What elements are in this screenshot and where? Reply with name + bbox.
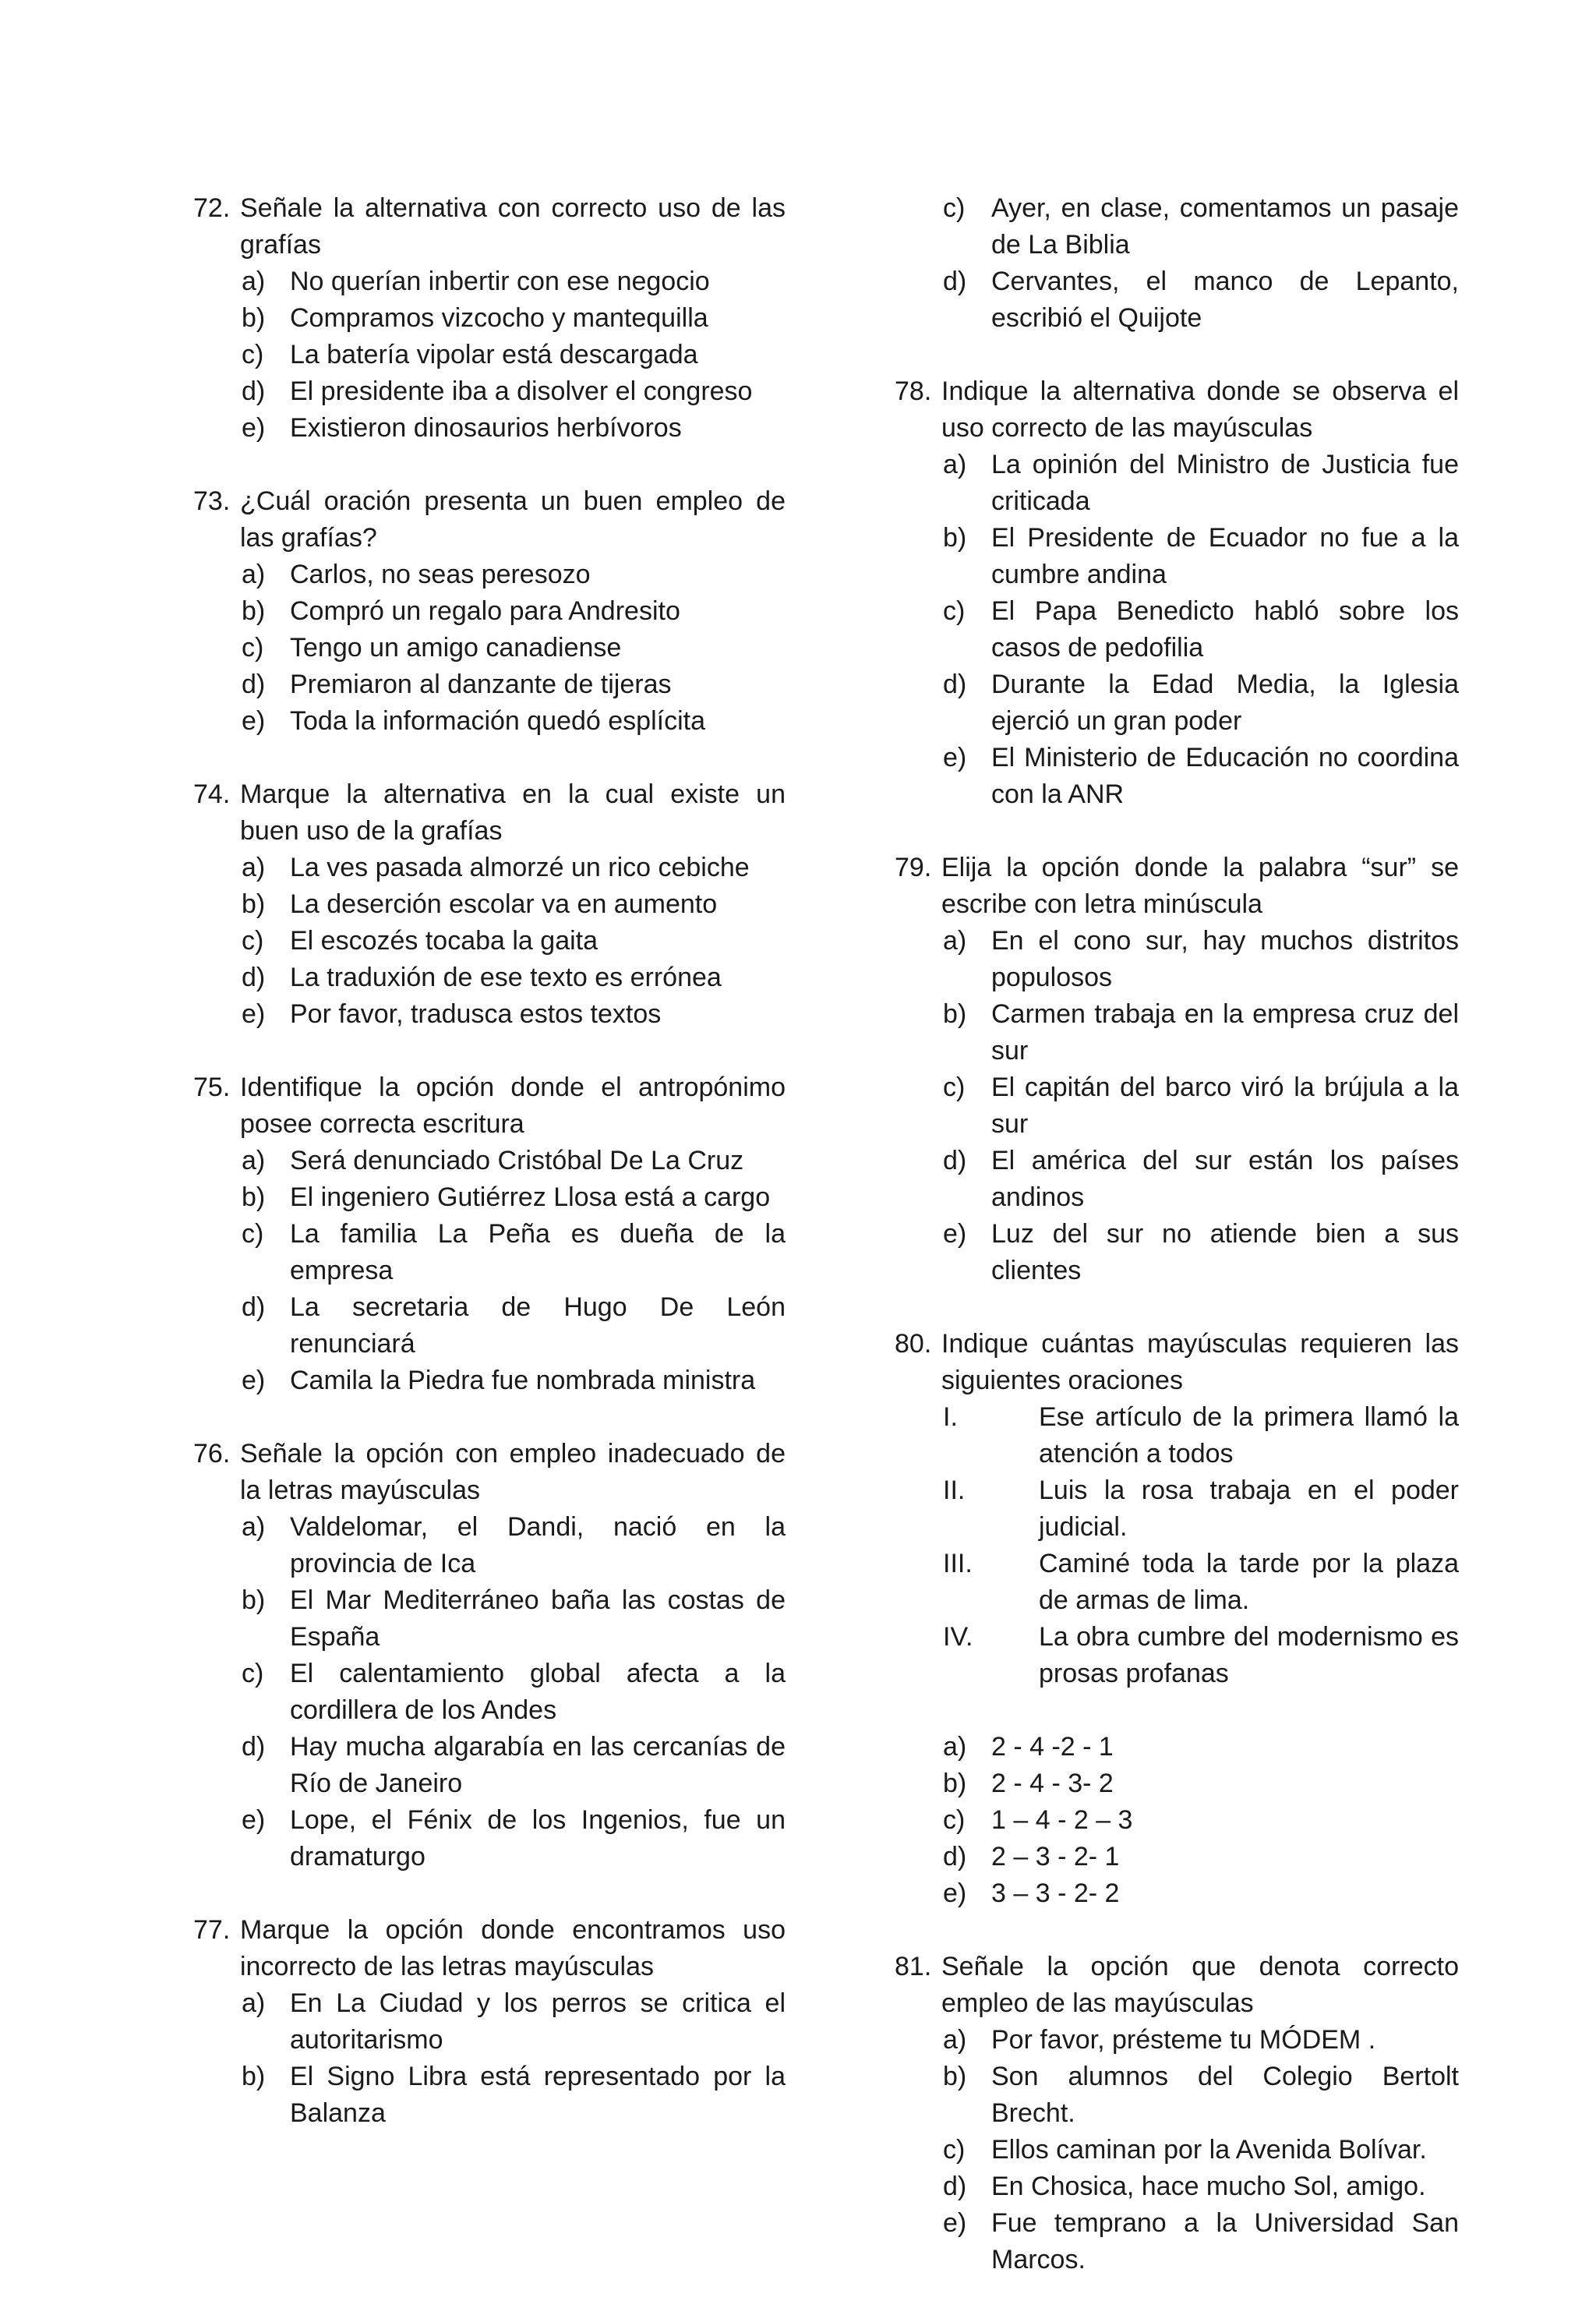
answer-option xyxy=(895,1839,1459,1875)
option-letter: a) xyxy=(943,2025,967,2055)
answer-option xyxy=(895,996,1459,1069)
option-letter: e) xyxy=(242,999,266,1029)
answer-option xyxy=(193,1729,786,1802)
option-letter: a) xyxy=(943,450,967,479)
option-text: La opinión del Ministro de Justicia fue criticada xyxy=(991,450,1459,516)
answer-option xyxy=(895,190,1459,263)
option-letter: b) xyxy=(943,2062,967,2091)
option-text: Por favor, présteme tu MÓDEM . xyxy=(991,2025,1376,2055)
option-letter: e) xyxy=(943,1219,967,1249)
option-letter: d) xyxy=(943,1842,967,1871)
option-letter: d) xyxy=(943,1146,967,1175)
option-letter: c) xyxy=(943,1073,966,1102)
option-text: El Mar Mediterráneo baña las costas de España xyxy=(290,1585,786,1652)
answer-option xyxy=(895,1875,1459,1912)
question-number: 75. xyxy=(193,1073,231,1102)
spacer xyxy=(895,1692,1459,1729)
question-header xyxy=(193,1069,786,1143)
question-stem: ¿Cuál oración presenta un buen empleo de las grafías? xyxy=(240,486,786,553)
option-text: El Papa Benedicto habló sobre los casos de pedofilia xyxy=(991,596,1459,663)
question-75 xyxy=(193,1069,786,1399)
question-header xyxy=(895,850,1459,923)
option-text: Fue temprano a la Universidad San Marcos. xyxy=(991,2208,1459,2274)
option-text: El Signo Libra está representado por la Balanza xyxy=(290,2062,786,2128)
option-letter: c) xyxy=(242,926,264,956)
sentence-text: Caminé toda la tarde por la plaza de armas de lima. xyxy=(1039,1549,1459,1615)
answer-option xyxy=(193,263,786,300)
question-80 xyxy=(895,1326,1459,1912)
answer-option xyxy=(193,630,786,666)
option-letter: d) xyxy=(242,376,266,406)
question-header xyxy=(193,190,786,263)
answer-option xyxy=(193,593,786,630)
option-text: El calentamiento global afecta a la cordillera de los Andes xyxy=(290,1659,786,1725)
answer-option xyxy=(193,1985,786,2059)
question-number: 80. xyxy=(895,1329,932,1359)
option-text: 3 – 3 - 2- 2 xyxy=(991,1879,1120,1908)
answer-option xyxy=(895,1069,1459,1143)
option-text: La secretaria de Hugo De León renunciará xyxy=(290,1292,786,1359)
option-letter: b) xyxy=(943,1769,967,1798)
answer-option xyxy=(193,1216,786,1289)
question-number: 78. xyxy=(895,376,932,406)
answer-option xyxy=(895,2205,1459,2278)
roman-numeral: II. xyxy=(943,1476,966,1505)
question-stem: Indique la alternativa donde se observa el uso correcto de las mayúsculas xyxy=(941,376,1459,443)
option-text: Compró un regalo para Andresito xyxy=(290,596,680,626)
answer-option xyxy=(895,2168,1459,2205)
answer-option xyxy=(895,923,1459,996)
question-header xyxy=(193,776,786,850)
question-76 xyxy=(193,1436,786,1875)
option-letter: e) xyxy=(943,2208,967,2238)
option-letter: e) xyxy=(943,1879,967,1908)
question-number: 73. xyxy=(193,486,231,516)
option-text: Cervantes, el manco de Lepanto, escribió el Quijote xyxy=(991,267,1459,333)
question-77 xyxy=(193,1912,786,2132)
option-text: 2 – 3 - 2- 1 xyxy=(991,1842,1120,1871)
option-letter: b) xyxy=(943,523,967,553)
option-text: 2 - 4 -2 - 1 xyxy=(991,1732,1114,1762)
option-letter: e) xyxy=(242,1805,266,1835)
option-letter: a) xyxy=(242,1146,266,1175)
question-stem: Elija la opción donde la palabra “sur” se escribe con letra minúscula xyxy=(941,853,1459,919)
option-text: Premiaron al danzante de tijeras xyxy=(290,670,672,699)
answer-option xyxy=(895,740,1459,813)
answer-option xyxy=(193,703,786,740)
option-text: Existieron dinosaurios herbívoros xyxy=(290,413,682,443)
option-text: En La Ciudad y los perros se critica el autoritarismo xyxy=(290,1988,786,2055)
answer-option xyxy=(193,1802,786,1875)
option-text: No querían inbertir con ese negocio xyxy=(290,267,710,296)
answer-option xyxy=(193,886,786,923)
answer-option xyxy=(895,666,1459,740)
question-stem: Marque la opción donde encontramos uso incorrecto de las letras mayúsculas xyxy=(240,1915,786,1981)
option-letter: d) xyxy=(242,1292,266,1322)
question-73 xyxy=(193,483,786,740)
option-text: El presidente iba a disolver el congreso xyxy=(290,376,753,406)
option-text: Carlos, no seas peresozo xyxy=(290,560,591,589)
option-text: La batería vipolar está descargada xyxy=(290,340,698,369)
answer-option xyxy=(895,1729,1459,1765)
option-letter: d) xyxy=(943,670,967,699)
answer-option xyxy=(895,1143,1459,1216)
answer-option xyxy=(895,2059,1459,2132)
option-text: En el cono sur, hay muchos distritos populosos xyxy=(991,926,1459,992)
option-text: En Chosica, hace mucho Sol, amigo. xyxy=(991,2172,1426,2201)
option-letter: c) xyxy=(943,596,966,626)
answer-option xyxy=(193,1143,786,1179)
option-text: La ves pasada almorzé un rico cebiche xyxy=(290,853,750,882)
question-81 xyxy=(895,1949,1459,2278)
option-letter: b) xyxy=(943,999,967,1029)
question-stem: Señale la opción que denota correcto empleo de las mayúsculas xyxy=(941,1952,1459,2018)
option-letter: d) xyxy=(943,2172,967,2201)
option-text: Luz del sur no atiende bien a sus clientes xyxy=(991,1219,1459,1285)
question-stem: Marque la alternativa en la cual existe un buen uso de la grafías xyxy=(240,779,786,846)
option-text: Compramos vizcocho y mantequilla xyxy=(290,303,708,333)
option-text: El Ministerio de Educación no coordina con la ANR xyxy=(991,743,1459,809)
question-number: 79. xyxy=(895,853,932,882)
option-letter: d) xyxy=(242,1732,266,1762)
answer-option xyxy=(193,373,786,410)
option-letter: a) xyxy=(242,560,266,589)
answer-option xyxy=(895,447,1459,520)
left-column xyxy=(193,190,786,2168)
option-text: El américa del sur están los países andinos xyxy=(991,1146,1459,1212)
option-letter: e) xyxy=(242,706,266,736)
question-header xyxy=(193,483,786,557)
answer-option xyxy=(193,2059,786,2132)
question-number: 81. xyxy=(895,1952,932,1981)
option-text: 1 – 4 - 2 – 3 xyxy=(991,1805,1133,1835)
option-text: El Presidente de Ecuador no fue a la cumbre andina xyxy=(991,523,1459,589)
answer-option xyxy=(193,1656,786,1729)
answer-option xyxy=(895,593,1459,666)
option-letter: a) xyxy=(242,1988,266,2018)
question-stem: Identifique la opción donde el antropónimo posee correcta escritura xyxy=(240,1073,786,1139)
answer-option xyxy=(193,923,786,960)
question-stem: Señale la alternativa con correcto uso de las grafías xyxy=(240,193,786,260)
option-letter: b) xyxy=(242,1585,266,1615)
sentence-item xyxy=(895,1546,1459,1619)
option-letter: a) xyxy=(242,267,266,296)
option-letter: a) xyxy=(943,1732,967,1762)
question-header xyxy=(895,1949,1459,2022)
question-header xyxy=(895,373,1459,447)
question-header xyxy=(193,1912,786,1985)
answer-option xyxy=(193,1582,786,1656)
answer-option xyxy=(193,1179,786,1216)
option-letter: a) xyxy=(943,926,967,956)
option-text: Hay mucha algarabía en las cercanías de Río de Janeiro xyxy=(290,1732,786,1798)
option-text: Durante la Edad Media, la Iglesia ejerció un gran poder xyxy=(991,670,1459,736)
option-text: La traduxión de ese texto es errónea xyxy=(290,963,722,992)
option-letter: c) xyxy=(943,2135,966,2165)
answer-option xyxy=(895,1802,1459,1839)
option-letter: c) xyxy=(242,340,264,369)
option-letter: b) xyxy=(242,596,266,626)
question-72 xyxy=(193,190,786,447)
sentence-text: La obra cumbre del modernismo es prosas profanas xyxy=(1039,1622,1459,1688)
answer-option xyxy=(193,666,786,703)
answer-option xyxy=(895,1216,1459,1289)
question-79 xyxy=(895,850,1459,1289)
answer-option xyxy=(193,996,786,1033)
question-number: 72. xyxy=(193,193,231,223)
option-text: Por favor, tradusca estos textos xyxy=(290,999,662,1029)
question-77-continued xyxy=(895,190,1459,337)
question-header xyxy=(895,1326,1459,1399)
option-text: La familia La Peña es dueña de la empresa xyxy=(290,1219,786,1285)
option-letter: b) xyxy=(242,889,266,919)
sentence-item xyxy=(895,1472,1459,1546)
answer-option xyxy=(895,520,1459,593)
option-text: Camila la Piedra fue nombrada ministra xyxy=(290,1366,756,1395)
answer-option xyxy=(193,337,786,373)
sentence-item xyxy=(895,1619,1459,1692)
option-letter: c) xyxy=(943,193,966,223)
option-text: 2 - 4 - 3- 2 xyxy=(991,1769,1114,1798)
answer-option xyxy=(895,263,1459,337)
option-letter: c) xyxy=(943,1805,966,1835)
option-text: La deserción escolar va en aumento xyxy=(290,889,718,919)
right-column xyxy=(895,190,1459,2315)
option-text: Ayer, en clase, comentamos un pasaje de La Biblia xyxy=(991,193,1459,260)
answer-option xyxy=(193,410,786,447)
option-text: El capitán del barco viró la brújula a la sur xyxy=(991,1073,1459,1139)
answer-option xyxy=(193,1362,786,1399)
question-number: 76. xyxy=(193,1439,231,1469)
question-number: 77. xyxy=(193,1915,231,1945)
option-text: El escozés tocaba la gaita xyxy=(290,926,598,956)
option-text: Toda la información quedó esplícita xyxy=(290,706,705,736)
option-letter: d) xyxy=(242,963,266,992)
answer-option xyxy=(193,1509,786,1582)
option-letter: c) xyxy=(242,633,264,663)
option-letter: a) xyxy=(242,1512,266,1542)
answer-option xyxy=(193,850,786,886)
option-letter: b) xyxy=(242,1182,266,1212)
option-letter: d) xyxy=(242,670,266,699)
question-header xyxy=(193,1436,786,1509)
option-letter: a) xyxy=(242,853,266,882)
option-letter: c) xyxy=(242,1219,264,1249)
option-text: Tengo un amigo canadiense xyxy=(290,633,622,663)
roman-numeral: I. xyxy=(943,1402,958,1432)
option-text: Carmen trabaja en la empresa cruz del sur xyxy=(991,999,1459,1066)
sentence-text: Ese artículo de la primera llamó la atención a todos xyxy=(1039,1402,1459,1469)
option-letter: e) xyxy=(242,1366,266,1395)
option-text: Lope, el Fénix de los Ingenios, fue un dramaturgo xyxy=(290,1805,786,1871)
option-letter: c) xyxy=(242,1659,264,1688)
option-text: Son alumnos del Colegio Bertolt Brecht. xyxy=(991,2062,1459,2128)
question-74 xyxy=(193,776,786,1033)
sentence-item xyxy=(895,1399,1459,1472)
answer-option xyxy=(895,1765,1459,1802)
option-text: Valdelomar, el Dandi, nació en la provincia de Ica xyxy=(290,1512,786,1578)
answer-option xyxy=(895,2022,1459,2059)
option-text: Ellos caminan por la Avenida Bolívar. xyxy=(991,2135,1427,2165)
question-stem: Indique cuántas mayúsculas requieren las siguientes oraciones xyxy=(941,1329,1459,1395)
question-78 xyxy=(895,373,1459,813)
option-letter: d) xyxy=(943,267,967,296)
roman-numeral: III. xyxy=(943,1549,973,1578)
option-letter: e) xyxy=(943,743,967,772)
roman-numeral: IV. xyxy=(943,1622,973,1652)
option-letter: b) xyxy=(242,2062,266,2091)
answer-option xyxy=(193,557,786,593)
answer-option xyxy=(193,300,786,337)
answer-option xyxy=(193,1289,786,1362)
answer-option xyxy=(895,2132,1459,2168)
option-letter: e) xyxy=(242,413,266,443)
question-number: 74. xyxy=(193,779,231,809)
sentence-text: Luis la rosa trabaja en el poder judicial. xyxy=(1039,1476,1459,1542)
option-letter: b) xyxy=(242,303,266,333)
answer-option xyxy=(193,960,786,996)
option-text: Será denunciado Cristóbal De La Cruz xyxy=(290,1146,744,1175)
option-text: El ingeniero Gutiérrez Llosa está a cargo xyxy=(290,1182,771,1212)
question-stem: Señale la opción con empleo inadecuado de la letras mayúsculas xyxy=(240,1439,786,1505)
